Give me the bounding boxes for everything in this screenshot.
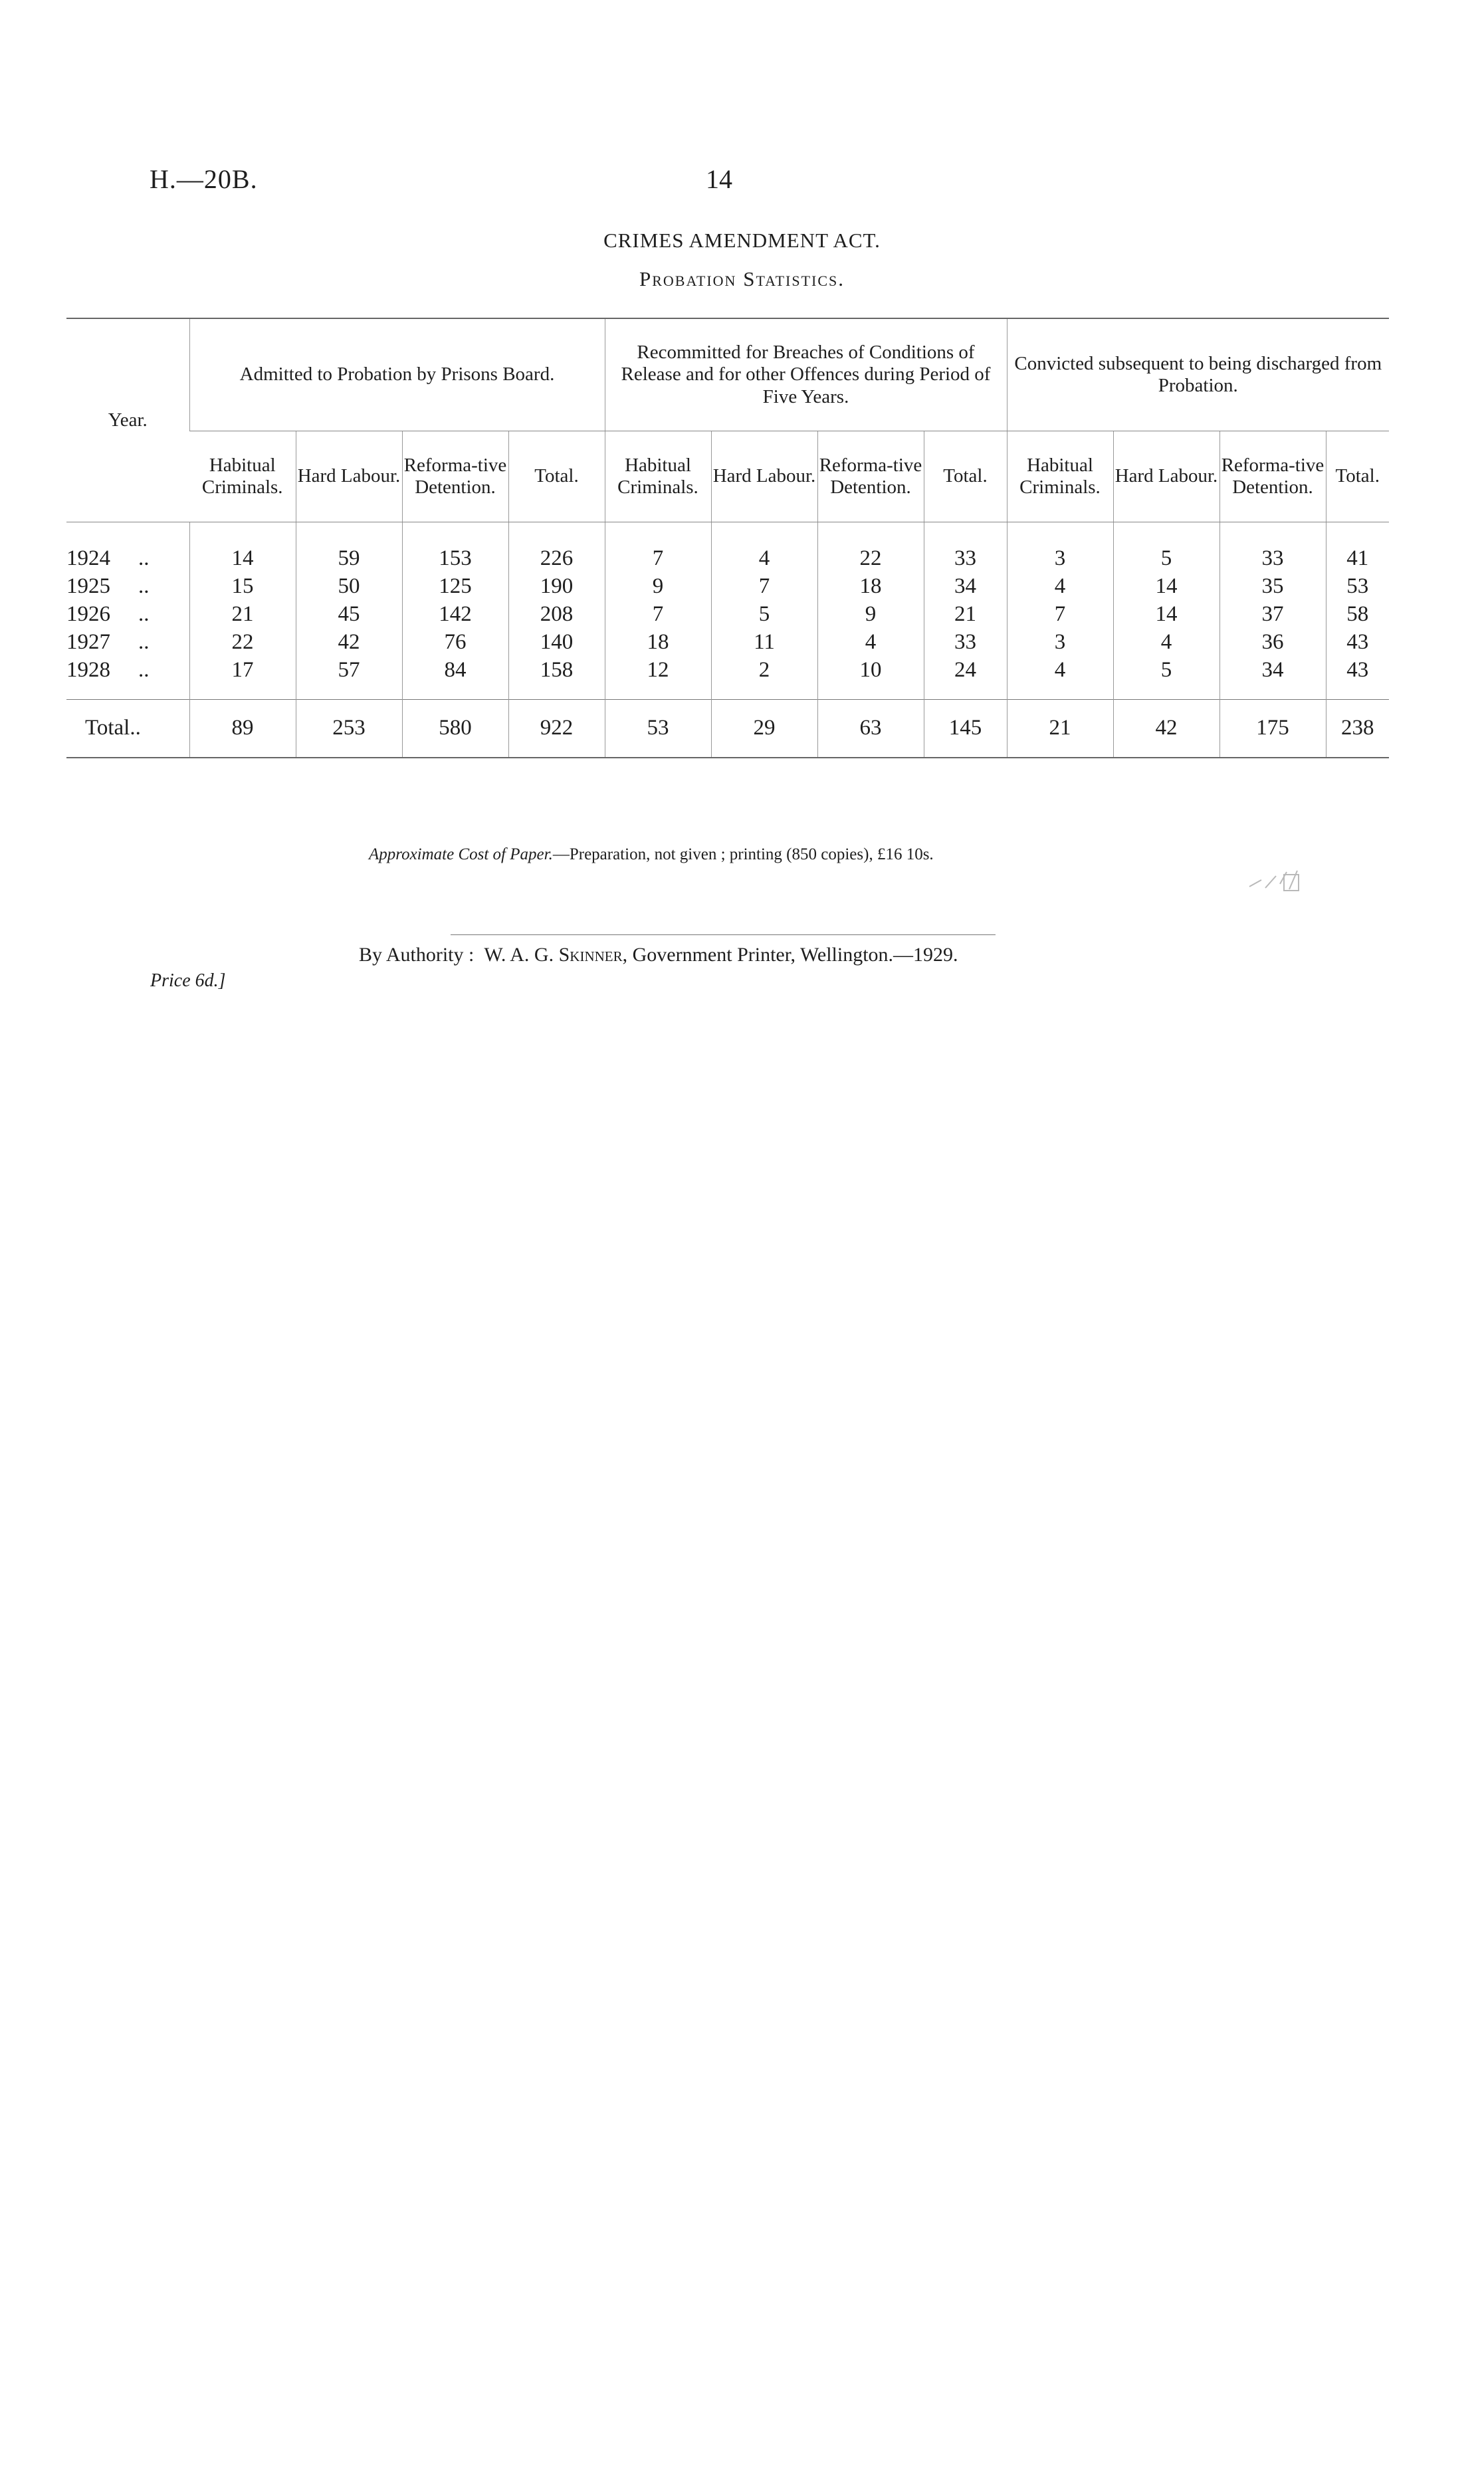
table-cell: 57 [296, 657, 402, 685]
table-cell: 18 [817, 573, 924, 601]
table-cell: 59 [296, 545, 402, 573]
table-cell: 53 [1326, 573, 1389, 601]
table-row [66, 573, 1389, 601]
table-cell: 4 [1007, 573, 1113, 601]
table-cell: 35 [1219, 573, 1326, 601]
table-cell: 12 [605, 657, 711, 685]
column-header: Reforma-tive Detention. [1219, 431, 1326, 522]
table-cell: 15 [189, 573, 296, 601]
table-cell: 5 [1113, 657, 1219, 685]
table-cell: 7 [605, 545, 711, 573]
total-cell: 29 [711, 700, 817, 758]
column-header: Hard Labour. [711, 431, 817, 522]
table-cell: 4 [1007, 657, 1113, 685]
total-cell: 53 [605, 700, 711, 758]
year-value: 1927 [66, 630, 110, 655]
table-cell: 33 [924, 545, 1007, 573]
table-cell: 21 [924, 601, 1007, 629]
table-cell: 11 [711, 629, 817, 657]
table-cell: 76 [402, 629, 508, 657]
column-header: Total. [924, 431, 1007, 522]
table-cell: 36 [1219, 629, 1326, 657]
table-cell: 18 [605, 629, 711, 657]
table-cell: 34 [924, 573, 1007, 601]
table-cell: 43 [1326, 657, 1389, 685]
total-cell: 21 [1007, 700, 1113, 758]
table-cell: 17 [189, 657, 296, 685]
year-cell [66, 573, 189, 601]
column-header: Habitual Criminals. [1007, 431, 1113, 522]
leader-dots: .. [138, 574, 150, 599]
table-cell: 226 [508, 545, 605, 573]
total-cell: 145 [924, 700, 1007, 758]
table-cell: 5 [711, 601, 817, 629]
table-cell: 14 [189, 545, 296, 573]
column-header: Reforma-tive Detention. [402, 431, 508, 522]
table-row [66, 657, 1389, 685]
column-header: Hard Labour. [296, 431, 402, 522]
table-cell: 41 [1326, 545, 1389, 573]
table-cell: 190 [508, 573, 605, 601]
table-row [66, 601, 1389, 629]
table-cell: 4 [711, 545, 817, 573]
table-cell: 14 [1113, 573, 1219, 601]
table-cell: 153 [402, 545, 508, 573]
total-cell: 238 [1326, 700, 1389, 758]
table-cell: 84 [402, 657, 508, 685]
total-row [66, 700, 1389, 758]
year-value: 1926 [66, 602, 110, 627]
authority-suffix: Government Printer, Wellington.—1929. [632, 944, 958, 966]
price-note: Price 6d.] [150, 970, 226, 991]
table-subtitle: Probation Statistics. [639, 267, 845, 290]
column-header: Total. [1326, 431, 1389, 522]
act-title: CRIMES AMENDMENT ACT. [603, 229, 881, 252]
total-cell: 42 [1113, 700, 1219, 758]
table-cell: 33 [1219, 545, 1326, 573]
table-cell: 7 [711, 573, 817, 601]
table-cell: 43 [1326, 629, 1389, 657]
total-cell: 922 [508, 700, 605, 758]
table-row [66, 629, 1389, 657]
total-cell: 175 [1219, 700, 1326, 758]
table-cell: 24 [924, 657, 1007, 685]
cost-text: —Preparation, not given ; printing (850 copies), £16 10s. [552, 845, 934, 863]
probation-statistics-table [66, 318, 1389, 758]
group-header-recommitted: Recommitted for Breaches of Conditions of Release and for other Offences during Period of Five Years. [605, 318, 1007, 431]
column-header: Habitual Criminals. [605, 431, 711, 522]
page-number: 14 [706, 164, 732, 194]
table-cell: 125 [402, 573, 508, 601]
table-cell: 21 [189, 601, 296, 629]
table-cell: 37 [1219, 601, 1326, 629]
printing-authority-line [359, 944, 958, 966]
table-cell: 4 [817, 629, 924, 657]
cost-of-paper-note [369, 845, 934, 864]
group-header-convicted: Convicted subsequent to being discharged from Probation. [1007, 318, 1389, 431]
total-label: Total.. [66, 700, 189, 758]
table-cell: 7 [1007, 601, 1113, 629]
footer-divider [451, 934, 996, 935]
table-cell: 22 [189, 629, 296, 657]
table-cell: 3 [1007, 545, 1113, 573]
column-header: Habitual Criminals. [189, 431, 296, 522]
authority-prefix: By Authority : [359, 944, 475, 966]
year-cell [66, 545, 189, 573]
column-header: Reforma-tive Detention. [817, 431, 924, 522]
table-cell: 7 [605, 601, 711, 629]
table-cell: 33 [924, 629, 1007, 657]
leader-dots: .. [138, 602, 150, 627]
total-cell: 253 [296, 700, 402, 758]
year-cell [66, 629, 189, 657]
total-cell: 580 [402, 700, 508, 758]
table-cell: 2 [711, 657, 817, 685]
table-cell: 4 [1113, 629, 1219, 657]
table-cell: 142 [402, 601, 508, 629]
table-cell: 158 [508, 657, 605, 685]
total-cell: 63 [817, 700, 924, 758]
cost-label: Approximate Cost of Paper. [369, 845, 553, 863]
table-cell: 14 [1113, 601, 1219, 629]
table-cell: 140 [508, 629, 605, 657]
column-header: Hard Labour. [1113, 431, 1219, 522]
leader-dots: .. [138, 630, 150, 655]
table-cell: 34 [1219, 657, 1326, 685]
table-cell: 45 [296, 601, 402, 629]
page-reference: H.—20B. [150, 164, 258, 194]
leader-dots: .. [138, 658, 150, 683]
table-cell: 42 [296, 629, 402, 657]
year-cell [66, 657, 189, 685]
total-cell: 89 [189, 700, 296, 758]
leader-dots: .. [138, 546, 150, 571]
year-value: 1925 [66, 574, 110, 599]
table-row [66, 545, 1389, 573]
year-value: 1924 [66, 546, 110, 571]
table-cell: 9 [817, 601, 924, 629]
table-cell: 50 [296, 573, 402, 601]
printer-name: W. A. G. Skinner, [484, 944, 628, 966]
table-cell: 9 [605, 573, 711, 601]
year-column-header: Year. [66, 318, 189, 522]
year-cell [66, 601, 189, 629]
faint-stamp-mark [1243, 864, 1303, 893]
group-header-admitted: Admitted to Probation by Prisons Board. [189, 318, 605, 431]
table-cell: 208 [508, 601, 605, 629]
table-cell: 3 [1007, 629, 1113, 657]
year-value: 1928 [66, 658, 110, 683]
column-header: Total. [508, 431, 605, 522]
table-cell: 5 [1113, 545, 1219, 573]
table-cell: 22 [817, 545, 924, 573]
table-cell: 58 [1326, 601, 1389, 629]
table-cell: 10 [817, 657, 924, 685]
